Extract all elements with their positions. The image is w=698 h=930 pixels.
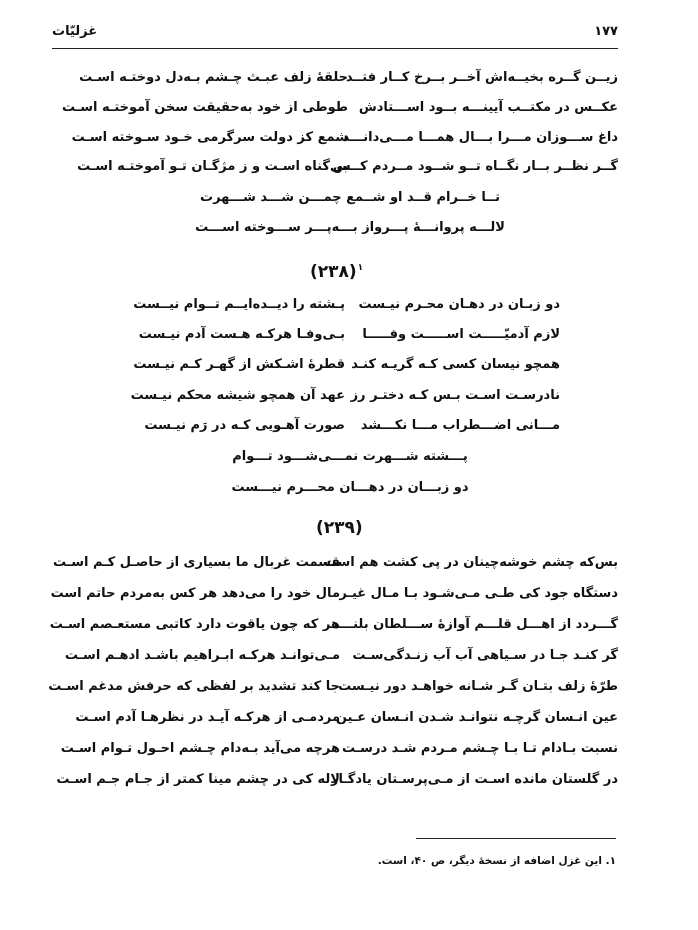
couplet (49, 617, 618, 641)
hemistich-second: لاله کی در چشم مینا کمتر از جـام جـم اسـت (56, 772, 340, 787)
couplet (71, 130, 618, 154)
hemistich-first: دو زبـان در دهـان محـرم نیـست (358, 297, 560, 312)
final-couplet-line-1: تــا خــرام قــد او شــمع چمـــن شـــد شـــهرت (200, 190, 500, 205)
hemistich-second: صورت آهـویی کـه در رَم نیـست (144, 418, 345, 433)
couplet (64, 648, 618, 672)
footnote-rule (416, 838, 616, 839)
hemistich-second: پـشته را دیــده‌ایــم تــوام نیــست (133, 297, 345, 312)
couplet (53, 555, 618, 579)
couplet (75, 710, 618, 734)
hemistich-second: طوطی از خود به‌حقیقت سخن آموختـه اسـت (62, 100, 348, 115)
couplet (130, 388, 560, 412)
hemistich-second: هر که چون یاقوت دارد کاتبی مستعـصم اسـت (49, 617, 340, 632)
hemistich-second: حلقهٔ زلف عبـث چـشم بـه‌دل دوختـه اسـت (79, 70, 348, 85)
couplet (48, 679, 618, 703)
poem-238-title (310, 262, 363, 282)
header-rule (52, 48, 618, 49)
couplet (79, 70, 618, 94)
hemistich-second: جا کند تشدید بر لفظی که حرفش مدغم اسـت (48, 679, 340, 694)
final-couplet-line-2: دو زبـــان در دهـــان محـــرم نیـــست (231, 480, 469, 495)
hemistich-first: عین انـسان گرچـه نتوانـد شـدن انـسان عـین (335, 710, 618, 725)
hemistich-second: قطرهٔ اشـکش از گهـر کـم نیـست (133, 357, 345, 372)
couplet (140, 418, 560, 442)
running-head (52, 24, 618, 46)
final-couplet-line-2: لالـــه پروانـــهٔ پـــرواز بـــه‌پـــر ســـوخته اســـت (195, 220, 505, 235)
couplet (60, 741, 618, 765)
hemistich-first: در گلستان مانده اسـت از مـی‌پرسـتان یادگـار (331, 772, 618, 787)
hemistich-first: بس‌که چشم خوشه‌چینان در پی کشت هم است (323, 555, 618, 570)
hemistich-second: عهد آن همچو شیشه محکم نیـست (130, 388, 345, 403)
hemistich-first: طرّهٔ زلف بتـان گـر شـانه خواهـد دور نیـست (338, 679, 618, 694)
poem-number: (۲۳۹) (316, 518, 363, 538)
hemistich-first: عکــس در مکتــب آیینـــه بــود اســـتادش (358, 100, 618, 115)
hemistich-first: نادرسـت اسـت بـس کـه دختـر رز (350, 388, 560, 403)
hemistich-first: گر کنـد جـا در سـیاهی آب آب زنـدگی‌سـت (352, 648, 618, 663)
hemistich-second: شمع کز دولت سرگرمی خـود سـوخته اسـت (71, 130, 348, 145)
hemistich-second: بـی‌وفـا هرکـه هـست آدم نیـست (138, 327, 345, 342)
hemistich-first: مـــانی اضـــطراب مـــا نکـــشد (360, 418, 560, 433)
couplet (133, 297, 560, 321)
couplet (77, 159, 618, 183)
couplet (140, 327, 560, 351)
hemistich-second: قسمت غربال ما بسیاری از حاصـل کـم اسـت (53, 555, 340, 570)
couplet (50, 586, 618, 610)
poem-239-title (316, 518, 363, 538)
couplet (133, 357, 560, 381)
hemistich-first: گـــردد از اهـــل قلـــم آوازهٔ ســـلطان بلنـــد (332, 617, 618, 632)
hemistich-first: لازم آدمیّـــــت اســـــت وفـــــا (362, 327, 560, 342)
page-number: ۱۷۷ (594, 24, 618, 39)
hemistich-first: دستگاه جود کی طـی مـی‌شـود بـا مـال غیـر (339, 586, 618, 601)
footnote-marker: ۱ (357, 263, 364, 274)
final-couplet-line-1: پـــشته شـــهرت نمـــی‌شـــود تـــوام (232, 449, 468, 464)
hemistich-second: بی‌گناه اسـت و ز مژگـان تـو آموختـه اسـت (77, 159, 348, 174)
hemistich-first: همچو نیسان کسی کـه گریـه کنـد (351, 357, 560, 372)
hemistich-first: داغ ســـوزان مـــرا بـــال همـــا مـــی‌دانـــد (342, 130, 618, 145)
hemistich-second: هرچه می‌آید بـه‌دام چـشم احـول تـوام اسـت (60, 741, 340, 756)
footnote: ۱. این غزل اضافه از نسخهٔ دیگر، ص ۴۰، است. (377, 855, 616, 867)
hemistich-second: مردمـی از هرکـه آیـد در نظرهـا آدم اسـت (75, 710, 340, 725)
hemistich-first: نسبت بـادام تـا بـا چـشم مـردم شـد درسـت (341, 741, 618, 756)
hemistich-first: گــر نظــر بــار نگــاه تــو شــود مــردم کــس (332, 159, 618, 174)
section-title: غزلیّات (52, 24, 98, 39)
hemistich-second: مال خود را می‌دهد هر کس به‌مردم حاتم است (50, 586, 340, 601)
hemistich-second: مـی‌توانـد هرکـه ابـراهیم باشـد ادهـم اسـت (64, 648, 340, 663)
hemistich-first: زیــن گــره بخیــه‌اش آخــر بــرخ کــار فتــد (345, 70, 618, 85)
couplet (62, 100, 618, 124)
couplet (56, 772, 618, 796)
poem-number: (۲۳۸) (310, 262, 357, 282)
